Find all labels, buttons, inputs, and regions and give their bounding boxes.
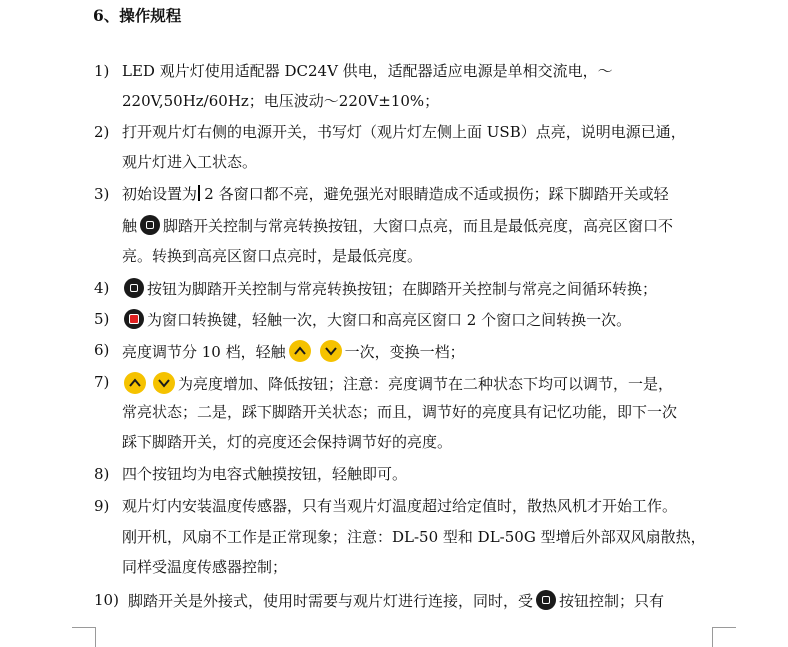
item-number: 9) [94, 497, 110, 515]
item-7-text: 为亮度增加、降低按钮；注意：亮度调节在二种状态下均可以调节，一是， [178, 375, 674, 393]
item-5-line [121, 309, 631, 330]
item-number: 3) [94, 185, 110, 203]
item-3-text-d: 脚踏开关控制与常亮转换按钮，大窗口点亮，而且是最低亮度，高亮区窗口不 [163, 217, 674, 235]
brightness-up-icon [124, 372, 146, 394]
page-corner-mark [712, 627, 713, 647]
item-10-line [128, 590, 664, 611]
page-corner-mark [712, 627, 736, 628]
item-5-text: 为窗口转换键，轻触一次，大窗口和高亮区窗口 2 个窗口之间转换一次。 [147, 311, 632, 329]
item-number: 4) [94, 279, 110, 297]
footswitch-mode-button-icon [140, 215, 160, 235]
window-switch-button-icon [124, 309, 144, 329]
item-7-line-1 [121, 372, 673, 394]
item-8-line: 四个按钮均为电容式触摸按钮，轻触即可。 [122, 465, 408, 483]
footswitch-mode-button-icon [536, 590, 556, 610]
item-number: 10) [94, 591, 119, 609]
item-number: 1) [94, 62, 110, 80]
item-3-text-c: 触 [122, 217, 138, 235]
item-7-line-2: 常亮状态；二是，踩下脚踏开关状态；而且，调节好的亮度具有记忆功能，即下一次 [122, 403, 678, 421]
item-6-text-b: 一次，变换一档； [344, 343, 465, 361]
item-2-line-1: 打开观片灯右侧的电源开关，书写灯（观片灯左侧上面 USB）点亮，说明电源已通， [122, 123, 686, 141]
item-10-text-a: 脚踏开关是外接式，使用时需要与观片灯进行连接，同时，受 [128, 592, 534, 610]
brightness-down-icon [320, 340, 342, 362]
item-3-line-2 [122, 215, 673, 236]
item-3-line-1 [122, 184, 669, 204]
item-number: 2) [94, 123, 110, 141]
item-7-line-3: 踩下脚踏开关，灯的亮度还会保持调节好的亮度。 [122, 433, 453, 451]
item-10-text-b: 按钮控制；只有 [559, 592, 665, 610]
page-corner-mark [72, 627, 96, 628]
item-6-line [122, 340, 465, 362]
item-9-line-3: 同样受温度传感器控制； [122, 558, 288, 576]
item-9-line-1: 观片灯内安装温度传感器，只有当观片灯温度超过给定值时，散热风机才开始工作。 [122, 497, 678, 515]
item-9-line-2: 刚开机，风扇不工作是正常现象；注意：DL-50 型和 DL-50G 型增后外部双风扇散热， [122, 528, 706, 546]
section-heading: 6、操作规程 [93, 6, 182, 25]
item-number: 5) [94, 310, 110, 328]
item-1-line-2: 220V,50Hz/60Hz；电压波动～220V±10%； [122, 92, 440, 110]
item-1-line-1: LED 观片灯使用适配器 DC24V 供电，适配器适应电源是单相交流电，～ [122, 62, 613, 80]
item-number: 7) [94, 373, 110, 391]
item-3-line-3: 亮。转换到高亮区窗口点亮时，是最低亮度。 [122, 247, 423, 265]
item-4-text: 按钮为脚踏开关控制与常亮转换按钮；在脚踏开关控制与常亮之间循环转换； [147, 280, 658, 298]
brightness-down-icon [153, 372, 175, 394]
page-corner-mark [95, 627, 96, 647]
item-number: 8) [94, 465, 110, 483]
brightness-up-icon [289, 340, 311, 362]
item-3-text-a: 初始设置为 [122, 185, 198, 203]
item-2-line-2: 观片灯进入工状态。 [122, 153, 258, 171]
item-3-text-b: 2 各窗口都不亮，避免强光对眼睛造成不适或损伤；踩下脚踏开关或轻 [199, 185, 669, 203]
footswitch-mode-button-icon [124, 278, 144, 298]
item-number: 6) [94, 341, 110, 359]
item-6-text-a: 亮度调节分 10 档，轻触 [122, 343, 286, 361]
item-4-line [121, 278, 657, 299]
